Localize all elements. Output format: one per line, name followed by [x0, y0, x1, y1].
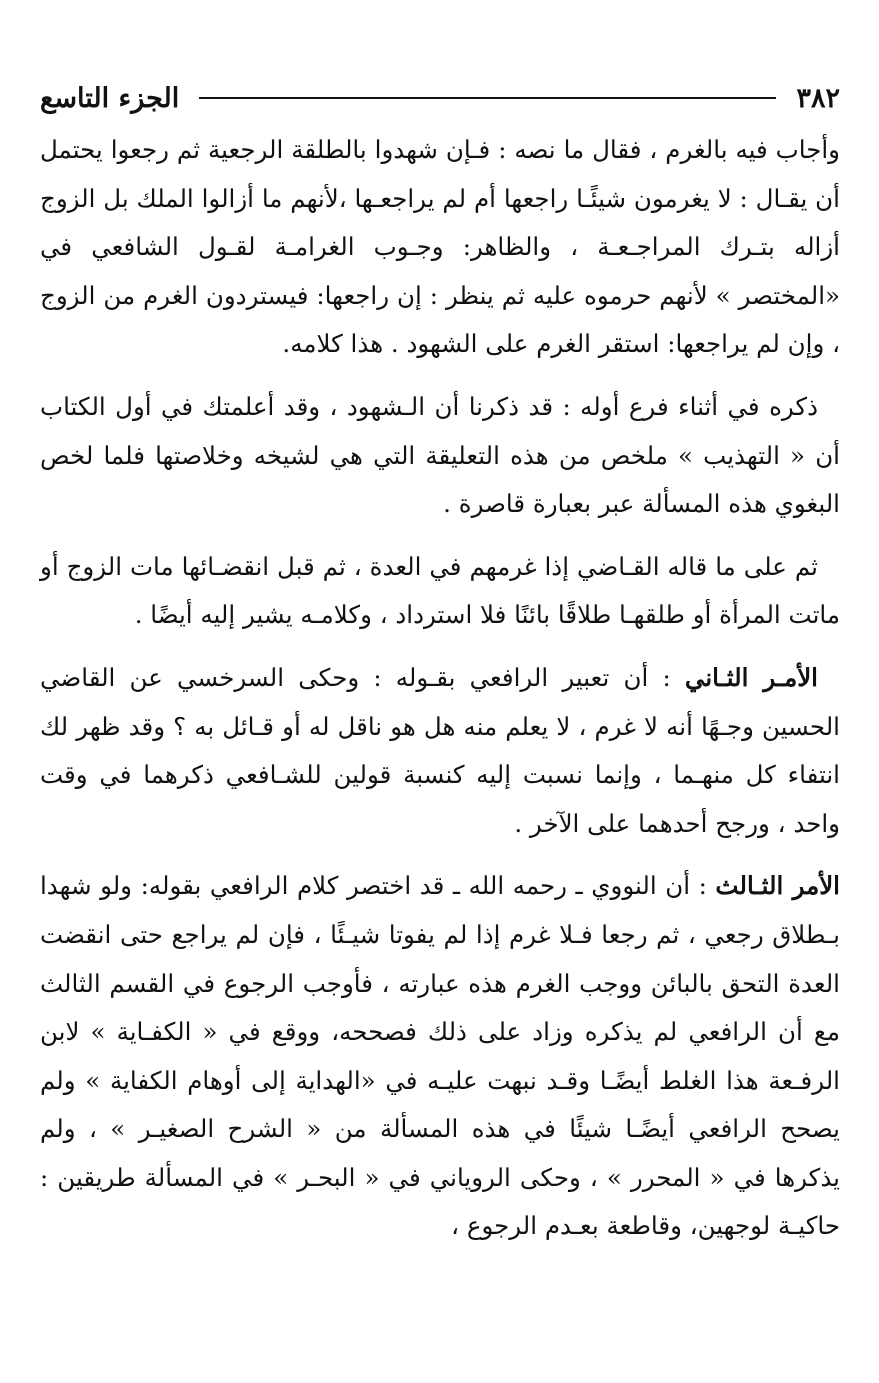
paragraph-3 [40, 543, 840, 640]
book-page [40, 70, 840, 1251]
page-header [40, 70, 840, 126]
paragraph-text: : أن تعبير الرافعي بقـوله : وحكى السرخسي عن القاضي الحسين وجـهًا أنه لا غرم ، لا يعلم منه هل هو ناقل له أو قـائل به ؟ وقد ظهر لك انتفاء كل منهـما ، وإنما نسبت إليه كنسبة قولين للشـافعي ذكرهما في وقت واحد ، ورجح أحدهما على الآخر . [40, 662, 840, 838]
paragraph-4 [40, 654, 840, 848]
paragraph-heading: الأمر الثـالث [715, 871, 840, 901]
header-rule [199, 97, 776, 99]
page-number: ٣٨٢ [796, 82, 840, 114]
paragraph-text: ثم على ما قاله القـاضي إذا غرمهم في العدة ، ثم قبل انقضـائها مات الزوج أو ماتت المرأة أو طلقهـا طلاقًا بائنًا فلا استرداد ، وكلامـه يشير إليه أيضًا . [40, 551, 840, 630]
paragraph-text: : أن النووي ـ رحمه الله ـ قد اختصر كلام الرافعي بقوله: ولو شهدا بـطلاق رجعي ، ثم رجعا فـلا غرم إذا لم يفوتا شيـئًا ، فإن لم يراجع حتى انقضت العدة التحق بالبائن ووجب الغرم هذه عبارته ، فأوجب الرجوع في القسم الثالث مع أن الرافعي لم يذكره وزاد على ذلك فصححه، ووقع في « الكفـاية » لابن الرفـعة هذا الغلط أيضًـا وقـد نبهت عليـه في «الهداية إلى أوهام الكفاية » ولم يصحح الرافعي أيضًـا شيئًا في هذه المسألة من « الشرح الصغيـر » ، ولم يذكرها في « المحرر » ، وحكى الروياني في « البحـر » في المسألة طريقين : حاكيـة لوجهين، وقاطعة بعـدم الرجوع ، [40, 871, 840, 1241]
paragraph-heading: الأمـر الثـاني [684, 662, 818, 692]
paragraph-text: وأجاب فيه بالغرم ، فقال ما نصه : فـإن شهدوا بالطلقة الرجعية ثم رجعوا يحتمل أن يقـال : لا يغرمون شيئًـا راجعها أم لم يراجعـها ،لأنهم ما أزالوا الملك بل الزوج أزاله بتـرك المراجـعـة ، والظاهر: وجـوب الغرامـة لقـول الشافعي في «المختصر » لأنهم حرموه عليه ثم ينظر : إن راجعها: فيستردون الغرم من الزوج ، وإن لم يراجعها: استقر الغرم على الشهود . هذا كلامه. [40, 135, 840, 359]
paragraph-text: ذكره في أثناء فرع أوله : قد ذكرنا أن الـشهود ، وقد أعلمتك في أول الكتاب أن « التهذيب » ملخص من هذه التعليقة التي هي لشيخه وخلاصتها فلما لخص البغوي هذه المسألة عبر بعبارة قاصرة . [40, 391, 840, 519]
paragraph-2 [40, 383, 840, 529]
paragraph-5 [40, 862, 840, 1251]
paragraph-1 [40, 126, 840, 369]
volume-title: الجزء التاسع [40, 82, 180, 114]
